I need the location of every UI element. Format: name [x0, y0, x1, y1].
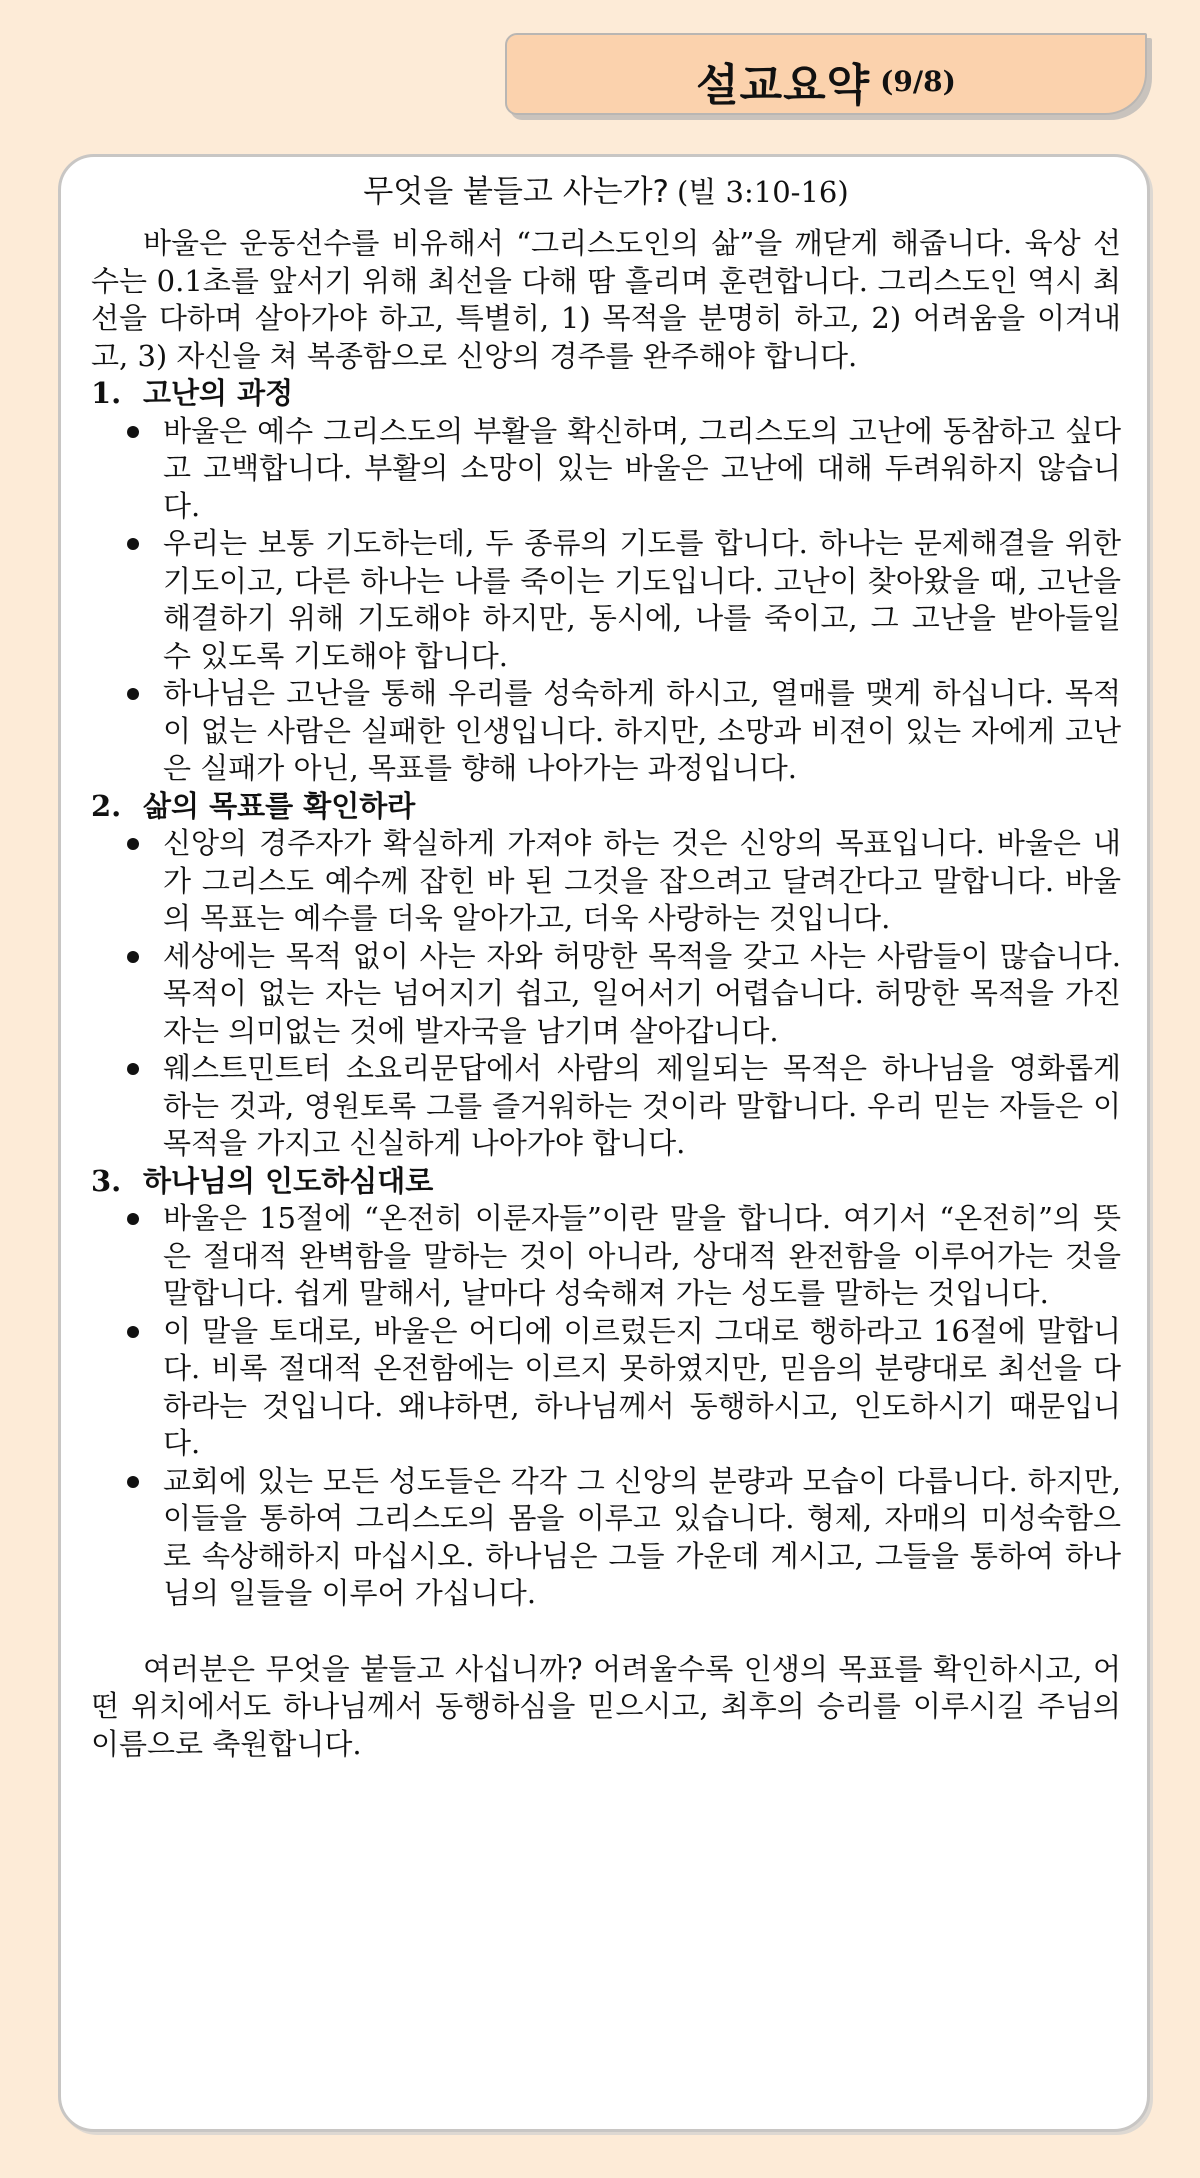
- bullet-dot-icon: [127, 1063, 139, 1075]
- sermon-title-line: [91, 167, 1121, 217]
- section-title: 하나님의 인도하심대로: [143, 1163, 434, 1198]
- section-2: [91, 788, 1121, 1163]
- section-number: 1.: [91, 376, 122, 410]
- sermon-card: [58, 154, 1150, 2132]
- bullet-item: [91, 825, 1121, 938]
- bullet-dot-icon: [127, 1326, 139, 1338]
- bullet-list: [91, 413, 1121, 788]
- bullet-item: [91, 413, 1121, 526]
- header-date: (9/8): [880, 64, 956, 98]
- sermon-content: [91, 167, 1121, 1763]
- section-heading: [91, 1163, 1121, 1201]
- bullet-text: 바울은 15절에 “온전히 이룬자들”이란 말을 합니다. 여기서 “온전히”의 뜻은 절대적 완벽함을 말하는 것이 아니라, 상대적 완전함을 이루어가는 것을 말합니다. 쉽게 말해서, 날마다 성숙해져 가는 성도를 말하는 것입니다.: [163, 1201, 1121, 1310]
- bullet-item: [91, 1200, 1121, 1313]
- bullet-dot-icon: [127, 951, 139, 963]
- section-3: [91, 1163, 1121, 1613]
- intro-paragraph: 바울은 운동선수를 비유해서 “그리스도인의 삶”을 깨닫게 해줍니다. 육상 선수는 0.1초를 앞서기 위해 최선을 다해 땀 흘리며 훈련합니다. 그리스도인 역시 최선을 다하며 살아가야 하고, 특별히, 1) 목적을 분명히 하고, 2) 어려움을 이겨내고, 3) 자신을 쳐 복종함으로 신앙의 경주를 완주해야 합니다.: [91, 226, 1121, 373]
- bullet-list: [91, 1200, 1121, 1613]
- section-1: [91, 375, 1121, 788]
- bullet-list: [91, 825, 1121, 1163]
- bullet-text: 신앙의 경주자가 확실하게 가져야 하는 것은 신앙의 목표입니다. 바울은 내가 그리스도 예수께 잡힌 바 된 그것을 잡으려고 달려간다고 말합니다. 바울의 목표는 예수를 더욱 알아가고, 더욱 사랑하는 것입니다.: [163, 826, 1121, 935]
- bullet-item: [91, 1313, 1121, 1463]
- bullet-text: 바울은 예수 그리스도의 부활을 확신하며, 그리스도의 고난에 동참하고 싶다고 고백합니다. 부활의 소망이 있는 바울은 고난에 대해 두려워하지 않습니다.: [163, 413, 1121, 523]
- bullet-dot-icon: [127, 1476, 139, 1488]
- scripture-reference: (빌 3:10-16): [677, 175, 849, 209]
- section-number: 3.: [91, 1163, 122, 1198]
- bullet-text: 하나님은 고난을 통해 우리를 성숙하게 하시고, 열매를 맺게 하십니다. 목적이 없는 사람은 실패한 인생입니다. 하지만, 소망과 비젼이 있는 자에게 고난은 실패가 아닌, 목표를 향해 나아가는 과정입니다.: [163, 676, 1121, 785]
- section-title: 삶의 목표를 확인하라: [143, 788, 416, 823]
- bullet-item: [91, 675, 1121, 788]
- bullet-text: 교회에 있는 모든 성도들은 각각 그 신앙의 분량과 모습이 다릅니다. 하지만, 이들을 통하여 그리스도의 몸을 이루고 있습니다. 형제, 자매의 미성숙함으로 속상해하지 마십시오. 하나님은 그들 가운데 계시고, 그들을 통하여 하나님의 일들을 이루어 가십니다.: [163, 1463, 1121, 1610]
- bullet-text: 우리는 보통 기도하는데, 두 종류의 기도를 합니다. 하나는 문제해결을 위한 기도이고, 다른 하나는 나를 죽이는 기도입니다. 고난이 찾아왔을 때, 고난을 해결하기 위해 기도해야 하지만, 동시에, 나를 죽이고, 그 고난을 받아들일 수 있도록 기도해야 합니다.: [163, 526, 1121, 673]
- header-title: 설교요약: [696, 60, 871, 111]
- bullet-item: [91, 1463, 1121, 1613]
- section-heading: [91, 375, 1121, 413]
- sermon-title: 무엇을 붙들고 사는가?: [363, 174, 669, 210]
- bullet-text: 웨스트민트터 소요리문답에서 사람의 제일되는 목적은 하나님을 영화롭게 하는 것과, 영원토록 그를 즐거워하는 것이라 말합니다. 우리 믿는 자들은 이 목적을 가지고 신실하게 나아가야 합니다.: [163, 1051, 1121, 1160]
- bullet-dot-icon: [127, 688, 139, 700]
- bullet-text: 이 말을 토대로, 바울은 어디에 이르렀든지 그대로 행하라고 16절에 말합니다. 비록 절대적 온전함에는 이르지 못하였지만, 믿음의 분량대로 최선을 다하라는 것입니다. 왜냐하면, 하나님께서 동행하시고, 인도하시기 때문입니다.: [163, 1313, 1121, 1460]
- section-title: 고난의 과정: [143, 376, 294, 410]
- header-tab: [505, 33, 1147, 115]
- section-number: 2.: [91, 788, 122, 823]
- bullet-dot-icon: [127, 1213, 139, 1225]
- bullet-dot-icon: [127, 838, 139, 850]
- bullet-text: 세상에는 목적 없이 사는 자와 허망한 목적을 갖고 사는 사람들이 많습니다. 목적이 없는 자는 넘어지기 쉽고, 일어서기 어렵습니다. 허망한 목적을 가진 자는 의미없는 것에 발자국을 남기며 살아갑니다.: [163, 938, 1121, 1048]
- bullet-item: [91, 938, 1121, 1051]
- closing-paragraph: 여러분은 무엇을 붙들고 사십니까? 어려울수록 인생의 목표를 확인하시고, 어떤 위치에서도 하나님께서 동행하심을 믿으시고, 최후의 승리를 이루시길 주님의 이름으로 축원합니다.: [91, 1651, 1121, 1761]
- bullet-item: [91, 525, 1121, 675]
- header-heading: [507, 49, 1145, 113]
- bullet-item: [91, 1050, 1121, 1163]
- bullet-dot-icon: [127, 538, 139, 550]
- section-heading: [91, 788, 1121, 826]
- bullet-dot-icon: [127, 426, 139, 438]
